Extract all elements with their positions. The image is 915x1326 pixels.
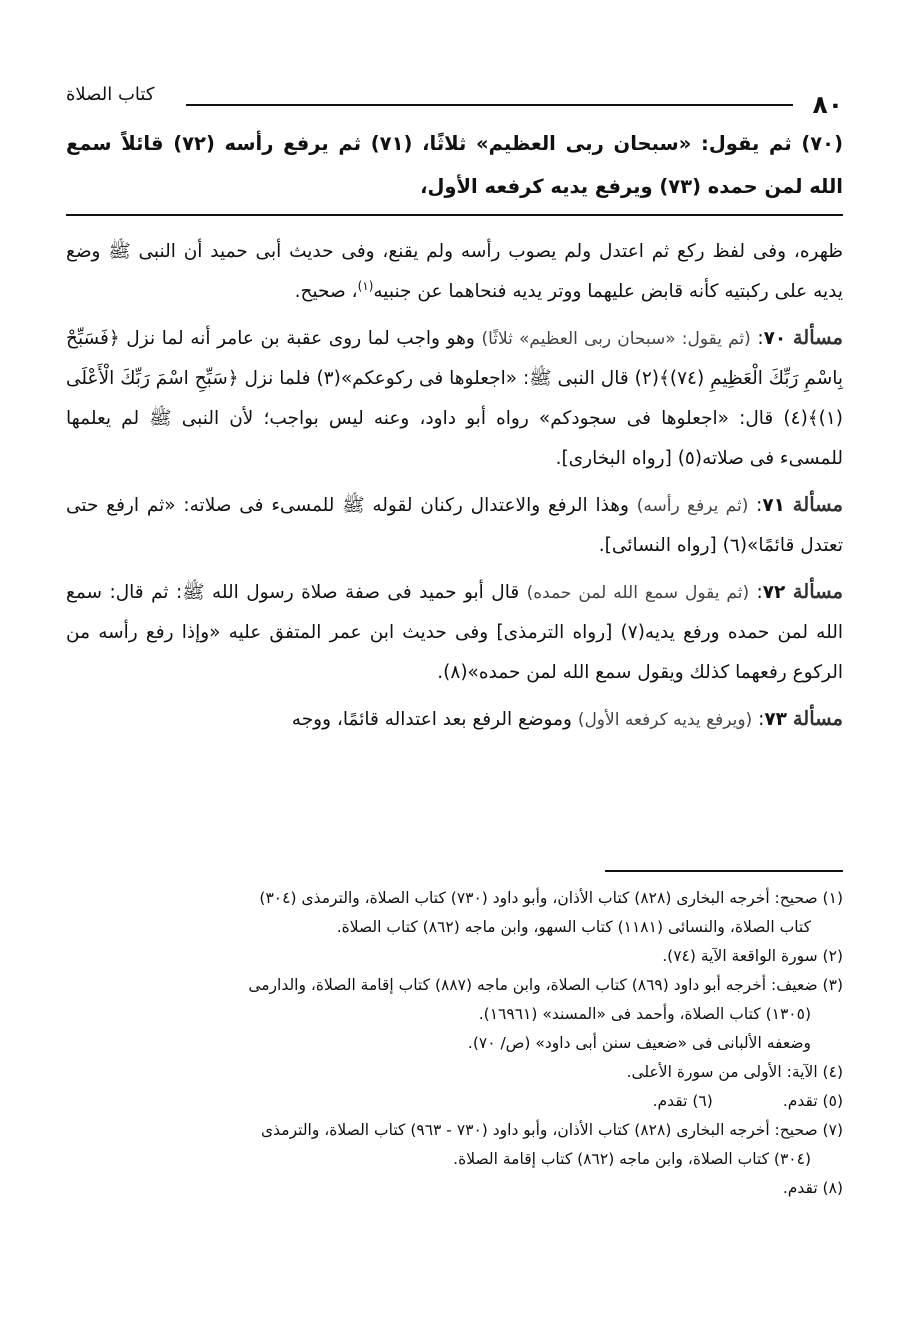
issue-label: مسألة [792, 326, 844, 349]
continuation-end: ، صحيح. [294, 281, 358, 302]
footnote-separator [605, 870, 843, 872]
footnote-3-continued: (١٣٠٥) كتاب الصلاة، وأحمد فى «المسند» (١٦٩٦١). [478, 1005, 811, 1023]
continuation-paragraph [66, 232, 843, 312]
footnote-4: (٤) الآية: الأولى من سورة الأعلى. [626, 1063, 843, 1081]
issue-number: ٧١ [762, 495, 785, 516]
issue-paragraph-70: مسألة ٧٠: (ثم يقول: «سبحان ربى العظيم» ثلاثًا) وهو واجب لما روى عقبة بن عامر أنه لما نزل ﴿فَسَبِّحْ بِاسْمِ رَبِّكَ الْعَظِيمِ (٧٤)﴾(٢) قال النبى ﷺ: «اجعلوها فى ركوعكم»(٣) فلما نزل ﴿سَبِّحِ اسْمَ رَبِّكَ الْأَعْلَى (١)﴾(٤) قال: «اجعلوها فى سجودكم» رواه أبو داود، وعنه ليس بواجب؛ لأن النبى ﷺ لم يعلمها للمسىء فى صلاته(٥) [رواه البخارى]. [66, 326, 844, 469]
footnote-3: (٣) ضعيف: أخرجه أبو داود (٨٦٩) كتاب الصلاة، وابن ماجه (٨٨٧) كتاب إقامة الصلاة، والدارمى [248, 976, 843, 994]
book-title: كتاب الصلاة [66, 84, 155, 105]
issue-quote: (ويرفع يديه كرفعه الأول) [577, 710, 753, 730]
footnote-5: (٥) تقدم. [782, 1092, 843, 1110]
page-header [66, 78, 843, 118]
issue-paragraph-71: مسألة ٧١: (ثم يرفع رأسه) وهذا الرفع والاعتدال ركنان لقوله ﷺ للمسىء فى صلاته: «ثم ارفع حتى تعتدل قائمًا»(٦) [رواه النسائى]. [66, 493, 843, 556]
footnote-1-continued: كتاب الصلاة، والنسائى (١١٨١) كتاب السهو، وابن ماجه (٨٦٢) كتاب الصلاة. [336, 918, 811, 936]
issue-quote: (ثم يقول: «سبحان ربى العظيم» ثلاثًا) [481, 329, 751, 349]
matn-text: (٧٠) ثم يقول: «سبحان ربى العظيم» ثلاثًا، (٧١) ثم يرفع رأسه (٧٢) قائلاً سمع الله لمن حمده (٧٣) ويرفع يديه كرفعه الأول، [66, 132, 843, 198]
footnote-ref[interactable]: (١) [357, 278, 374, 293]
issue-paragraph-72: مسألة ٧٢: (ثم يقول سمع الله لمن حمده) قال أبو حميد فى صفة صلاة رسول الله ﷺ: ثم قال: سمع الله لمن حمده ورفع يديه(٧) [رواه الترمذى] وفى حديث ابن عمر المتفق عليه «وإذا رفع رأسه من الركوع رفعهما كذلك ويقول سمع الله لمن حمده»(٨). [66, 580, 843, 683]
footnote-6: (٦) تقدم. [652, 1092, 713, 1110]
issue-number: ٧٠ [763, 328, 787, 349]
issue-text: وموضع الرفع بعد اعتداله قائمًا، ووجه [291, 709, 572, 730]
issue-text: وهو واجب لما روى عقبة بن عامر أنه لما نزل ﴿فَسَبِّحْ بِاسْمِ رَبِّكَ الْعَظِيمِ (٧٤)﴾(٢) قال النبى ﷺ: «اجعلوها فى ركوعكم»(٣) فلما نزل ﴿سَبِّحِ اسْمَ رَبِّكَ الْأَعْلَى (١)﴾(٤) قال: «اجعلوها فى سجودكم» رواه أبو داود، وعنه ليس بواجب؛ لأن النبى ﷺ لم يعلمها للمسىء فى صلاته(٥) [رواه البخارى]. [66, 328, 843, 469]
issue-label: مسألة [792, 707, 843, 730]
issue-label: مسألة [792, 493, 843, 516]
issue-number: ٧٢ [762, 582, 786, 603]
issue-text: قال أبو حميد فى صفة صلاة رسول الله ﷺ: ثم قال: سمع الله لمن حمده ورفع يديه(٧) [رواه الترمذى] وفى حديث ابن عمر المتفق عليه «وإذا رفع رأسه من الركوع رفعهما كذلك ويقول سمع الله لمن حمده»(٨). [66, 582, 843, 683]
commentary-body [66, 232, 843, 746]
issue-text: وهذا الرفع والاعتدال ركنان لقوله ﷺ للمسىء فى صلاته: «ثم ارفع حتى تعتدل قائمًا»(٦) [رواه النسائى]. [66, 495, 843, 556]
footnote-3-note: وضعفه الألبانى فى «ضعيف سنن أبى داود» (ص/ ٧٠). [467, 1034, 811, 1052]
issue-paragraph-73: مسألة ٧٣: (ويرفع يديه كرفعه الأول) وموضع الرفع بعد اعتداله قائمًا، ووجه [291, 707, 843, 730]
footnotes-5-6 [66, 1087, 843, 1116]
footnote-8: (٨) تقدم. [782, 1179, 843, 1197]
issue-quote: (ثم يقول سمع الله لمن حمده) [526, 583, 750, 603]
header-rule [186, 104, 793, 106]
footnote-7: (٧) صحيح: أخرجه البخارى (٨٢٨) كتاب الأذان، وأبو داود (٧٣٠ - ٩٦٣) كتاب الصلاة، والترمذى [261, 1121, 843, 1139]
continuation-text: ظهره، وفى لفظ ركع ثم اعتدل ولم يصوب رأسه ولم يقنع، وفى حديث أبى حميد أن النبى ﷺ وضع يديه على ركبتيه كأنه قابض عليهما ووتر يديه فنحاهما عن جنبيه [66, 241, 843, 302]
footnote-7-continued: (٣٠٤) كتاب الصلاة، وابن ماجه (٨٦٢) كتاب إقامة الصلاة. [453, 1150, 811, 1168]
issue-number: ٧٣ [764, 709, 787, 730]
matn-rule [66, 214, 843, 216]
issue-quote: (ثم يرفع رأسه) [636, 496, 749, 516]
page-number: ٨٠ [812, 90, 843, 119]
footnote-1: (١) صحيح: أخرجه البخارى (٨٢٨) كتاب الأذان، وأبو داود (٧٣٠) كتاب الصلاة، والترمذى (٣٠٤) [259, 889, 843, 907]
issue-label: مسألة [792, 580, 843, 603]
footnote-2: (٢) سورة الواقعة الآية (٧٤). [662, 947, 843, 965]
footnotes [66, 884, 843, 1203]
